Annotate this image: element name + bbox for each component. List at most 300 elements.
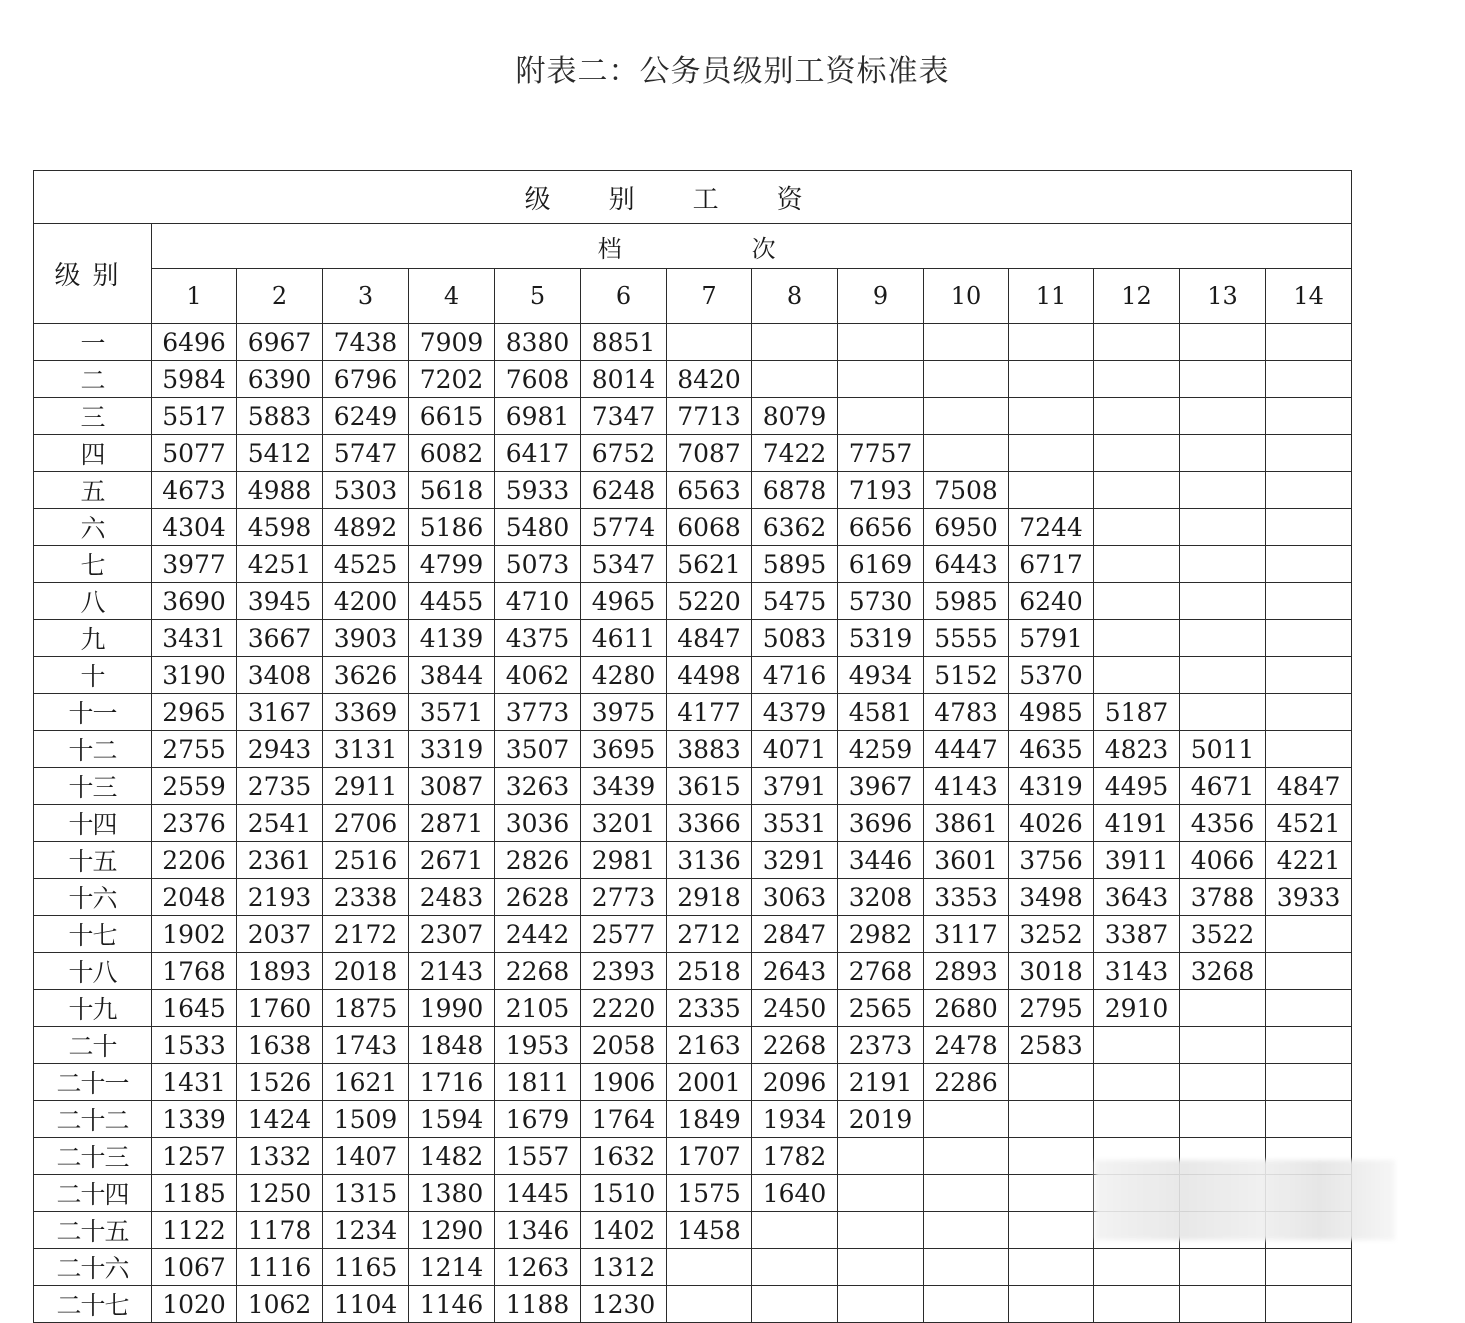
empty-cell [1009, 398, 1094, 435]
level-label: 十三 [34, 768, 152, 805]
salary-cell: 2735 [237, 768, 323, 805]
salary-cell: 6240 [1009, 583, 1094, 620]
empty-cell [838, 1138, 924, 1175]
step-number-header: 12 [1094, 269, 1180, 324]
empty-cell [1180, 1101, 1266, 1138]
salary-cell: 7438 [323, 324, 409, 361]
salary-cell: 5152 [924, 657, 1009, 694]
salary-cell: 4143 [924, 768, 1009, 805]
salary-cell: 4280 [581, 657, 667, 694]
salary-cell: 2376 [152, 805, 237, 842]
empty-cell [1266, 731, 1352, 768]
empty-cell [1094, 1101, 1180, 1138]
salary-cell: 5412 [237, 435, 323, 472]
empty-cell [1266, 324, 1352, 361]
salary-cell: 5933 [495, 472, 581, 509]
table-row [34, 1101, 1352, 1138]
salary-cell: 1557 [495, 1138, 581, 1175]
salary-cell: 5370 [1009, 657, 1094, 694]
salary-cell: 4062 [495, 657, 581, 694]
level-label: 十四 [34, 805, 152, 842]
salary-cell: 3690 [152, 583, 237, 620]
step-group-header: 档次 [152, 224, 1352, 269]
empty-cell [1266, 398, 1352, 435]
salary-cell: 2206 [152, 842, 237, 879]
salary-cell: 1575 [667, 1175, 752, 1212]
salary-cell: 3018 [1009, 953, 1094, 990]
table-row [34, 546, 1352, 583]
salary-cell: 1906 [581, 1064, 667, 1101]
salary-cell: 4447 [924, 731, 1009, 768]
step-number-header: 8 [752, 269, 838, 324]
empty-cell [1094, 472, 1180, 509]
table-row [34, 361, 1352, 398]
salary-cell: 1458 [667, 1212, 752, 1249]
table-row [34, 398, 1352, 435]
salary-cell: 6390 [237, 361, 323, 398]
salary-cell: 6967 [237, 324, 323, 361]
salary-cell: 3291 [752, 842, 838, 879]
salary-cell: 1407 [323, 1138, 409, 1175]
salary-cell: 2911 [323, 768, 409, 805]
salary-cell: 6796 [323, 361, 409, 398]
salary-cell: 1510 [581, 1175, 667, 1212]
salary-cell: 3143 [1094, 953, 1180, 990]
salary-cell: 1716 [409, 1064, 495, 1101]
salary-cell: 6443 [924, 546, 1009, 583]
empty-cell [1009, 1175, 1094, 1212]
salary-cell: 2583 [1009, 1027, 1094, 1064]
salary-cell: 8079 [752, 398, 838, 435]
empty-cell [1266, 953, 1352, 990]
salary-cell: 6068 [667, 509, 752, 546]
salary-cell: 6950 [924, 509, 1009, 546]
salary-cell: 4671 [1180, 768, 1266, 805]
salary-cell: 3507 [495, 731, 581, 768]
salary-cell: 5011 [1180, 731, 1266, 768]
salary-cell: 3791 [752, 768, 838, 805]
salary-cell: 2643 [752, 953, 838, 990]
salary-cell: 1290 [409, 1212, 495, 1249]
empty-cell [1180, 472, 1266, 509]
salary-cell: 3136 [667, 842, 752, 879]
salary-cell: 4177 [667, 694, 752, 731]
salary-cell: 4847 [1266, 768, 1352, 805]
salary-cell: 1116 [237, 1249, 323, 1286]
level-label: 十 [34, 657, 152, 694]
empty-cell [1094, 1064, 1180, 1101]
level-label: 二十一 [34, 1064, 152, 1101]
empty-cell [752, 1212, 838, 1249]
salary-cell: 4319 [1009, 768, 1094, 805]
salary-cell: 8380 [495, 324, 581, 361]
salary-cell: 3626 [323, 657, 409, 694]
salary-cell: 2393 [581, 953, 667, 990]
empty-cell [1180, 1027, 1266, 1064]
salary-cell: 2335 [667, 990, 752, 1027]
level-label: 二 [34, 361, 152, 398]
salary-cell: 5220 [667, 583, 752, 620]
salary-cell: 2871 [409, 805, 495, 842]
salary-cell: 2712 [667, 916, 752, 953]
salary-cell: 5073 [495, 546, 581, 583]
salary-cell: 1146 [409, 1286, 495, 1323]
empty-cell [1266, 916, 1352, 953]
salary-cell: 1315 [323, 1175, 409, 1212]
step-number-header: 14 [1266, 269, 1352, 324]
table-row [34, 768, 1352, 805]
level-label: 二十六 [34, 1249, 152, 1286]
table-row [34, 694, 1352, 731]
salary-cell: 7422 [752, 435, 838, 472]
empty-cell [1009, 1064, 1094, 1101]
salary-cell: 6615 [409, 398, 495, 435]
salary-cell: 3431 [152, 620, 237, 657]
salary-table-container [33, 170, 1351, 1323]
empty-cell [1094, 1286, 1180, 1323]
salary-cell: 1431 [152, 1064, 237, 1101]
salary-cell: 3933 [1266, 879, 1352, 916]
salary-cell: 4495 [1094, 768, 1180, 805]
salary-cell: 5517 [152, 398, 237, 435]
salary-cell: 2442 [495, 916, 581, 953]
salary-cell: 1165 [323, 1249, 409, 1286]
salary-cell: 2795 [1009, 990, 1094, 1027]
level-label: 八 [34, 583, 152, 620]
salary-cell: 1380 [409, 1175, 495, 1212]
table-caption: 级别工资 [34, 171, 1352, 224]
step-number-header: 4 [409, 269, 495, 324]
empty-cell [667, 324, 752, 361]
salary-cell: 1638 [237, 1027, 323, 1064]
step-number-header: 13 [1180, 269, 1266, 324]
empty-cell [1180, 1286, 1266, 1323]
empty-cell [1266, 546, 1352, 583]
salary-cell: 8014 [581, 361, 667, 398]
level-label: 二十五 [34, 1212, 152, 1249]
salary-cell: 3263 [495, 768, 581, 805]
salary-cell: 2893 [924, 953, 1009, 990]
salary-cell: 3788 [1180, 879, 1266, 916]
salary-cell: 2565 [838, 990, 924, 1027]
salary-cell: 2019 [838, 1101, 924, 1138]
salary-cell: 3190 [152, 657, 237, 694]
salary-cell: 2981 [581, 842, 667, 879]
salary-cell: 4934 [838, 657, 924, 694]
salary-cell: 2191 [838, 1064, 924, 1101]
salary-cell: 8420 [667, 361, 752, 398]
salary-cell: 4581 [838, 694, 924, 731]
salary-cell: 4988 [237, 472, 323, 509]
empty-cell [1009, 1101, 1094, 1138]
salary-cell: 5730 [838, 583, 924, 620]
step-number-header: 10 [924, 269, 1009, 324]
salary-cell: 5480 [495, 509, 581, 546]
salary-cell: 4379 [752, 694, 838, 731]
salary-cell: 1312 [581, 1249, 667, 1286]
salary-cell: 3439 [581, 768, 667, 805]
salary-cell: 2910 [1094, 990, 1180, 1027]
level-label: 三 [34, 398, 152, 435]
salary-cell: 1402 [581, 1212, 667, 1249]
salary-cell: 3861 [924, 805, 1009, 842]
empty-cell [1009, 1286, 1094, 1323]
empty-cell [924, 1175, 1009, 1212]
empty-cell [1266, 620, 1352, 657]
salary-cell: 4221 [1266, 842, 1352, 879]
level-label: 四 [34, 435, 152, 472]
salary-cell: 6496 [152, 324, 237, 361]
salary-cell: 1594 [409, 1101, 495, 1138]
salary-cell: 4139 [409, 620, 495, 657]
salary-cell: 3945 [237, 583, 323, 620]
empty-cell [1180, 694, 1266, 731]
salary-cell: 1178 [237, 1212, 323, 1249]
level-column-header: 级别 [34, 224, 152, 324]
salary-cell: 1645 [152, 990, 237, 1027]
salary-cell: 1621 [323, 1064, 409, 1101]
empty-cell [1180, 546, 1266, 583]
salary-cell: 1020 [152, 1286, 237, 1323]
empty-cell [1266, 1027, 1352, 1064]
salary-cell: 1445 [495, 1175, 581, 1212]
salary-cell: 8851 [581, 324, 667, 361]
salary-cell: 1902 [152, 916, 237, 953]
salary-cell: 4375 [495, 620, 581, 657]
salary-cell: 5883 [237, 398, 323, 435]
salary-cell: 6417 [495, 435, 581, 472]
salary-cell: 2559 [152, 768, 237, 805]
salary-cell: 1257 [152, 1138, 237, 1175]
salary-cell: 1875 [323, 990, 409, 1027]
step-number-header: 1 [152, 269, 237, 324]
salary-cell: 1760 [237, 990, 323, 1027]
salary-cell: 2450 [752, 990, 838, 1027]
salary-cell: 1509 [323, 1101, 409, 1138]
table-row [34, 472, 1352, 509]
salary-cell: 4071 [752, 731, 838, 768]
level-label: 十二 [34, 731, 152, 768]
salary-cell: 3387 [1094, 916, 1180, 953]
salary-cell: 2193 [237, 879, 323, 916]
document-title: 附表二：公务员级别工资标准表 [515, 54, 950, 89]
salary-cell: 7087 [667, 435, 752, 472]
salary-cell: 5621 [667, 546, 752, 583]
salary-cell: 3571 [409, 694, 495, 731]
salary-cell: 1782 [752, 1138, 838, 1175]
salary-cell: 3522 [1180, 916, 1266, 953]
empty-cell [1094, 324, 1180, 361]
salary-cell: 4611 [581, 620, 667, 657]
salary-cell: 3756 [1009, 842, 1094, 879]
salary-cell: 3967 [838, 768, 924, 805]
salary-cell: 3117 [924, 916, 1009, 953]
salary-cell: 3208 [838, 879, 924, 916]
empty-cell [1180, 1064, 1266, 1101]
empty-cell [1009, 472, 1094, 509]
salary-cell: 1062 [237, 1286, 323, 1323]
salary-cell: 2361 [237, 842, 323, 879]
salary-cell: 1332 [237, 1138, 323, 1175]
empty-cell [838, 1212, 924, 1249]
salary-cell: 1234 [323, 1212, 409, 1249]
empty-cell [1180, 398, 1266, 435]
salary-cell: 4799 [409, 546, 495, 583]
empty-cell [1094, 583, 1180, 620]
salary-cell: 3036 [495, 805, 581, 842]
empty-cell [1180, 583, 1266, 620]
salary-cell: 6249 [323, 398, 409, 435]
empty-cell [1266, 509, 1352, 546]
salary-cell: 2518 [667, 953, 752, 990]
salary-cell: 2105 [495, 990, 581, 1027]
level-label: 九 [34, 620, 152, 657]
table-row [34, 916, 1352, 953]
empty-cell [838, 361, 924, 398]
level-label: 十七 [34, 916, 152, 953]
empty-cell [924, 361, 1009, 398]
table-row [34, 435, 1352, 472]
salary-cell: 5319 [838, 620, 924, 657]
empty-cell [752, 324, 838, 361]
salary-cell: 3252 [1009, 916, 1094, 953]
salary-cell: 3773 [495, 694, 581, 731]
salary-cell: 4304 [152, 509, 237, 546]
salary-cell: 1104 [323, 1286, 409, 1323]
salary-cell: 2671 [409, 842, 495, 879]
salary-cell: 2982 [838, 916, 924, 953]
salary-cell: 5303 [323, 472, 409, 509]
salary-cell: 2628 [495, 879, 581, 916]
salary-cell: 2706 [323, 805, 409, 842]
table-row [34, 324, 1352, 361]
salary-cell: 4066 [1180, 842, 1266, 879]
salary-cell: 1424 [237, 1101, 323, 1138]
salary-cell: 3353 [924, 879, 1009, 916]
table-row [34, 842, 1352, 879]
salary-cell: 1934 [752, 1101, 838, 1138]
salary-cell: 4598 [237, 509, 323, 546]
empty-cell [1009, 435, 1094, 472]
salary-cell: 3531 [752, 805, 838, 842]
level-label: 二十 [34, 1027, 152, 1064]
empty-cell [924, 1101, 1009, 1138]
salary-cell: 4823 [1094, 731, 1180, 768]
salary-cell: 1250 [237, 1175, 323, 1212]
empty-cell [1180, 435, 1266, 472]
salary-cell: 1848 [409, 1027, 495, 1064]
salary-cell: 3696 [838, 805, 924, 842]
salary-cell: 1339 [152, 1101, 237, 1138]
salary-cell: 4783 [924, 694, 1009, 731]
empty-cell [752, 361, 838, 398]
salary-cell: 3643 [1094, 879, 1180, 916]
table-row [34, 583, 1352, 620]
empty-cell [1266, 990, 1352, 1027]
level-label: 十九 [34, 990, 152, 1027]
table-row [34, 1286, 1352, 1323]
empty-cell [1180, 509, 1266, 546]
salary-cell: 7347 [581, 398, 667, 435]
step-number-header: 6 [581, 269, 667, 324]
salary-cell: 2847 [752, 916, 838, 953]
salary-cell: 4191 [1094, 805, 1180, 842]
salary-cell: 2826 [495, 842, 581, 879]
empty-cell [1180, 324, 1266, 361]
salary-cell: 5984 [152, 361, 237, 398]
salary-cell: 1849 [667, 1101, 752, 1138]
salary-cell: 7508 [924, 472, 1009, 509]
salary-cell: 4026 [1009, 805, 1094, 842]
salary-cell: 2541 [237, 805, 323, 842]
salary-cell: 1811 [495, 1064, 581, 1101]
salary-cell: 6362 [752, 509, 838, 546]
salary-cell: 3319 [409, 731, 495, 768]
salary-cell: 2768 [838, 953, 924, 990]
salary-cell: 2037 [237, 916, 323, 953]
salary-cell: 1707 [667, 1138, 752, 1175]
level-label: 一 [34, 324, 152, 361]
empty-cell [1266, 694, 1352, 731]
salary-cell: 4525 [323, 546, 409, 583]
salary-cell: 5187 [1094, 694, 1180, 731]
empty-cell [838, 1175, 924, 1212]
empty-cell [1180, 361, 1266, 398]
step-number-header: 9 [838, 269, 924, 324]
salary-cell: 3063 [752, 879, 838, 916]
salary-cell: 4985 [1009, 694, 1094, 731]
salary-cell: 5475 [752, 583, 838, 620]
salary-cell: 3446 [838, 842, 924, 879]
salary-cell: 1526 [237, 1064, 323, 1101]
salary-cell: 4710 [495, 583, 581, 620]
salary-cell: 2577 [581, 916, 667, 953]
empty-cell [1094, 509, 1180, 546]
salary-cell: 6656 [838, 509, 924, 546]
level-label: 六 [34, 509, 152, 546]
salary-cell: 1990 [409, 990, 495, 1027]
table-row [34, 1027, 1352, 1064]
salary-cell: 1263 [495, 1249, 581, 1286]
salary-cell: 2918 [667, 879, 752, 916]
salary-cell: 4892 [323, 509, 409, 546]
salary-cell: 2307 [409, 916, 495, 953]
salary-cell: 2048 [152, 879, 237, 916]
empty-cell [1094, 620, 1180, 657]
salary-cell: 2220 [581, 990, 667, 1027]
level-label: 十五 [34, 842, 152, 879]
empty-cell [924, 435, 1009, 472]
salary-cell: 5555 [924, 620, 1009, 657]
salary-cell: 6563 [667, 472, 752, 509]
salary-cell: 4455 [409, 583, 495, 620]
empty-cell [1266, 583, 1352, 620]
salary-cell: 4251 [237, 546, 323, 583]
salary-cell: 3911 [1094, 842, 1180, 879]
salary-cell: 6082 [409, 435, 495, 472]
salary-cell: 6248 [581, 472, 667, 509]
salary-cell: 2943 [237, 731, 323, 768]
salary-cell: 5774 [581, 509, 667, 546]
salary-cell: 2018 [323, 953, 409, 990]
salary-cell: 1768 [152, 953, 237, 990]
salary-cell: 4521 [1266, 805, 1352, 842]
salary-cell: 1640 [752, 1175, 838, 1212]
salary-cell: 2680 [924, 990, 1009, 1027]
salary-cell: 7757 [838, 435, 924, 472]
salary-cell: 7909 [409, 324, 495, 361]
empty-cell [1266, 1064, 1352, 1101]
